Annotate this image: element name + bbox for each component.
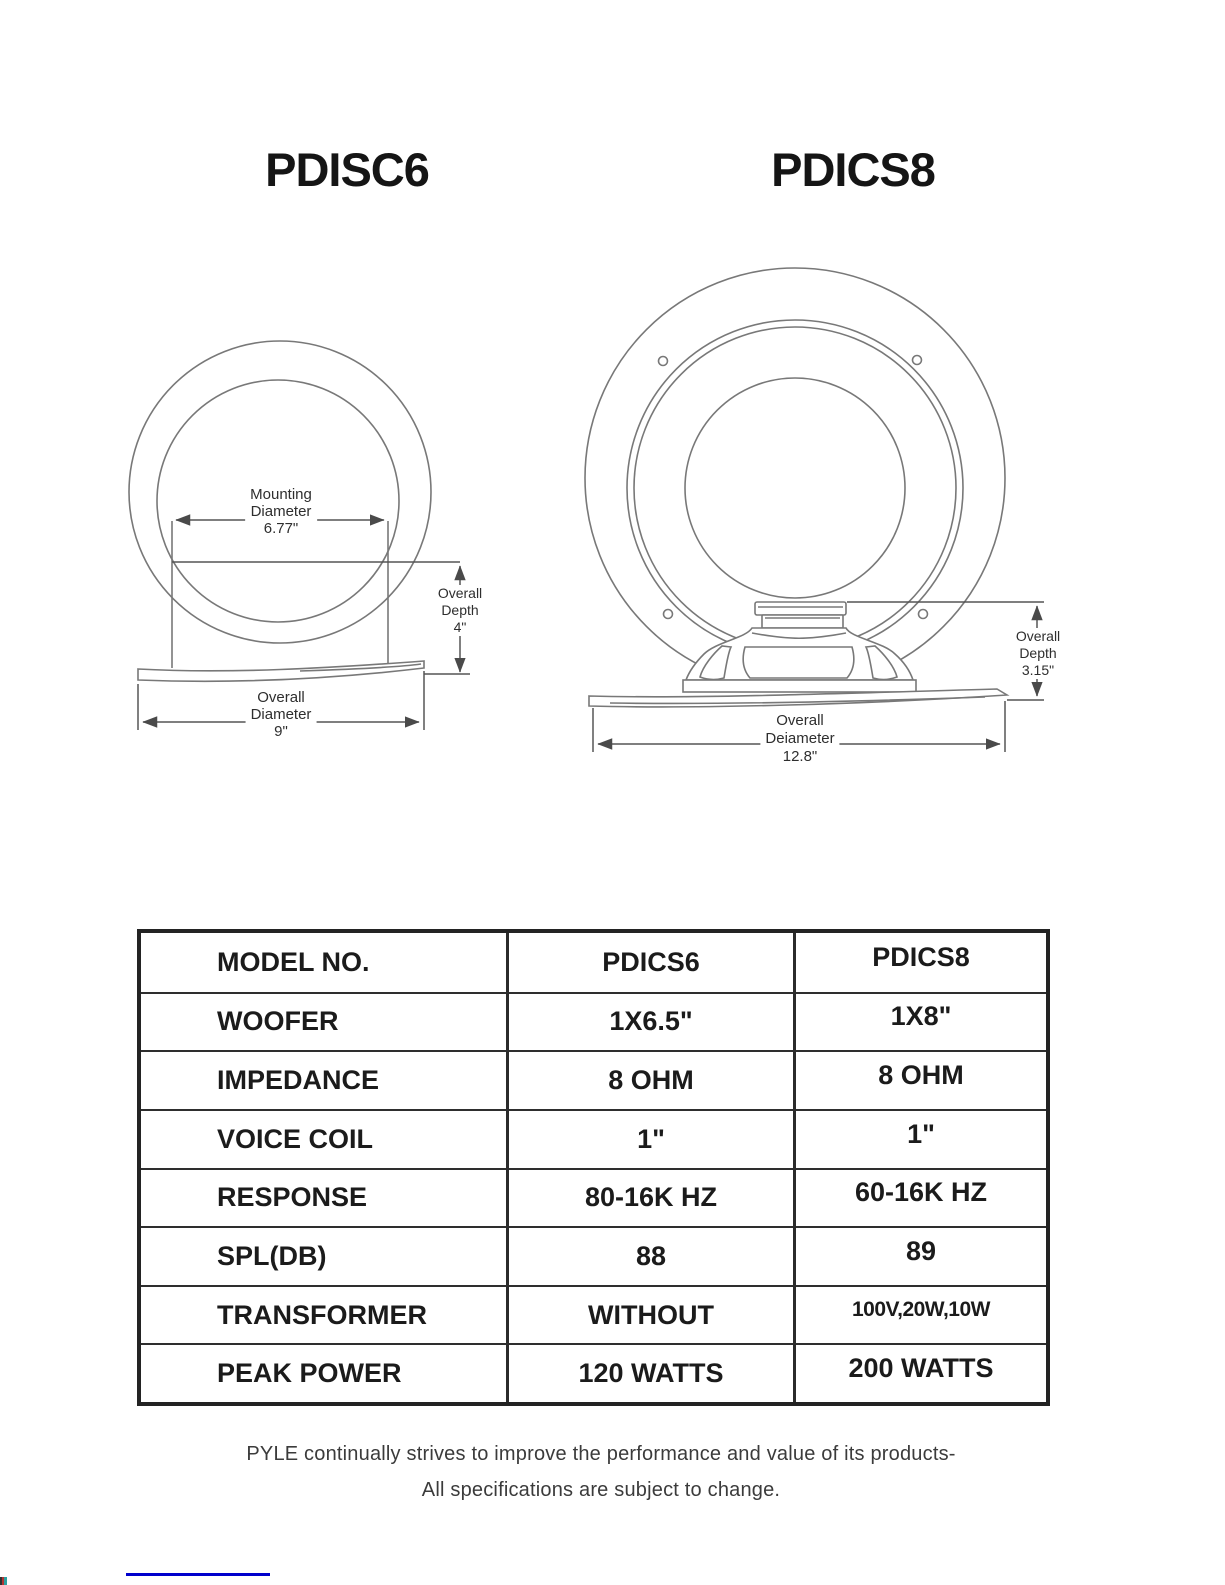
left-overall-depth-label: Overall Depth 4" (433, 585, 487, 636)
spec-value-cell: 60-16K HZ (796, 1168, 1046, 1227)
spec-value-cell: WITHOUT (509, 1285, 796, 1344)
spec-value-cell: 88 (509, 1226, 796, 1285)
spec-value-cell: 1" (509, 1109, 796, 1168)
scan-corner-artifact (0, 1577, 7, 1585)
spec-label-cell: VOICE COIL (141, 1109, 509, 1168)
spec-value-cell: PDICS6 (509, 933, 796, 992)
footer-line-2: All specifications are subject to change. (421, 1479, 781, 1501)
right-overall-diameter-label: Overall Deiameter 12.8" (760, 712, 839, 766)
right-overall-depth-label: Overall Depth 3.15" (1011, 628, 1065, 679)
spec-value-cell: 8 OHM (509, 1050, 796, 1109)
page-title-pdisc6: PDISC6 (265, 143, 429, 196)
spec-label-cell: MODEL NO. (141, 933, 509, 992)
spec-label-cell: PEAK POWER (141, 1343, 509, 1402)
spec-label-cell: IMPEDANCE (141, 1050, 509, 1109)
left-speaker-side-view (138, 521, 424, 681)
spec-label-cell: RESPONSE (141, 1168, 509, 1227)
footer-line-1: PYLE continually strives to improve the performance and value of its products- (246, 1443, 956, 1465)
footer-disclaimer (246, 1443, 955, 1502)
spec-label-cell: SPL(DB) (141, 1226, 509, 1285)
spec-value-cell: PDICS8 (872, 941, 970, 972)
spec-value-cell: 1X8" (796, 992, 1046, 1051)
spec-label-cell: TRANSFORMER (141, 1285, 509, 1344)
spec-value-cell: 8 OHM (796, 1050, 1046, 1109)
spec-value-cell: 1" (796, 1109, 1046, 1168)
left-overall-diameter-label: Overall Diameter 9" (246, 689, 317, 740)
left-mounting-diameter-label: Mounting Diameter 6.77" (245, 486, 317, 537)
spec-value-cell: 89 (796, 1226, 1046, 1285)
page-title-pdics8: PDICS8 (771, 143, 935, 196)
spec-value-cell: 200 WATTS (796, 1343, 1046, 1402)
spec-value-cell: 80-16K HZ (509, 1168, 796, 1227)
specification-table (137, 929, 1050, 1406)
spec-value-cell: 120 WATTS (509, 1343, 796, 1402)
spec-value-cell: 1X6.5" (509, 992, 796, 1051)
bottom-blue-rule (126, 1573, 270, 1576)
spec-value-cell: 100V,20W,10W (796, 1285, 1046, 1344)
spec-label-cell: WOOFER (141, 992, 509, 1051)
right-speaker-side-view (589, 602, 1007, 707)
